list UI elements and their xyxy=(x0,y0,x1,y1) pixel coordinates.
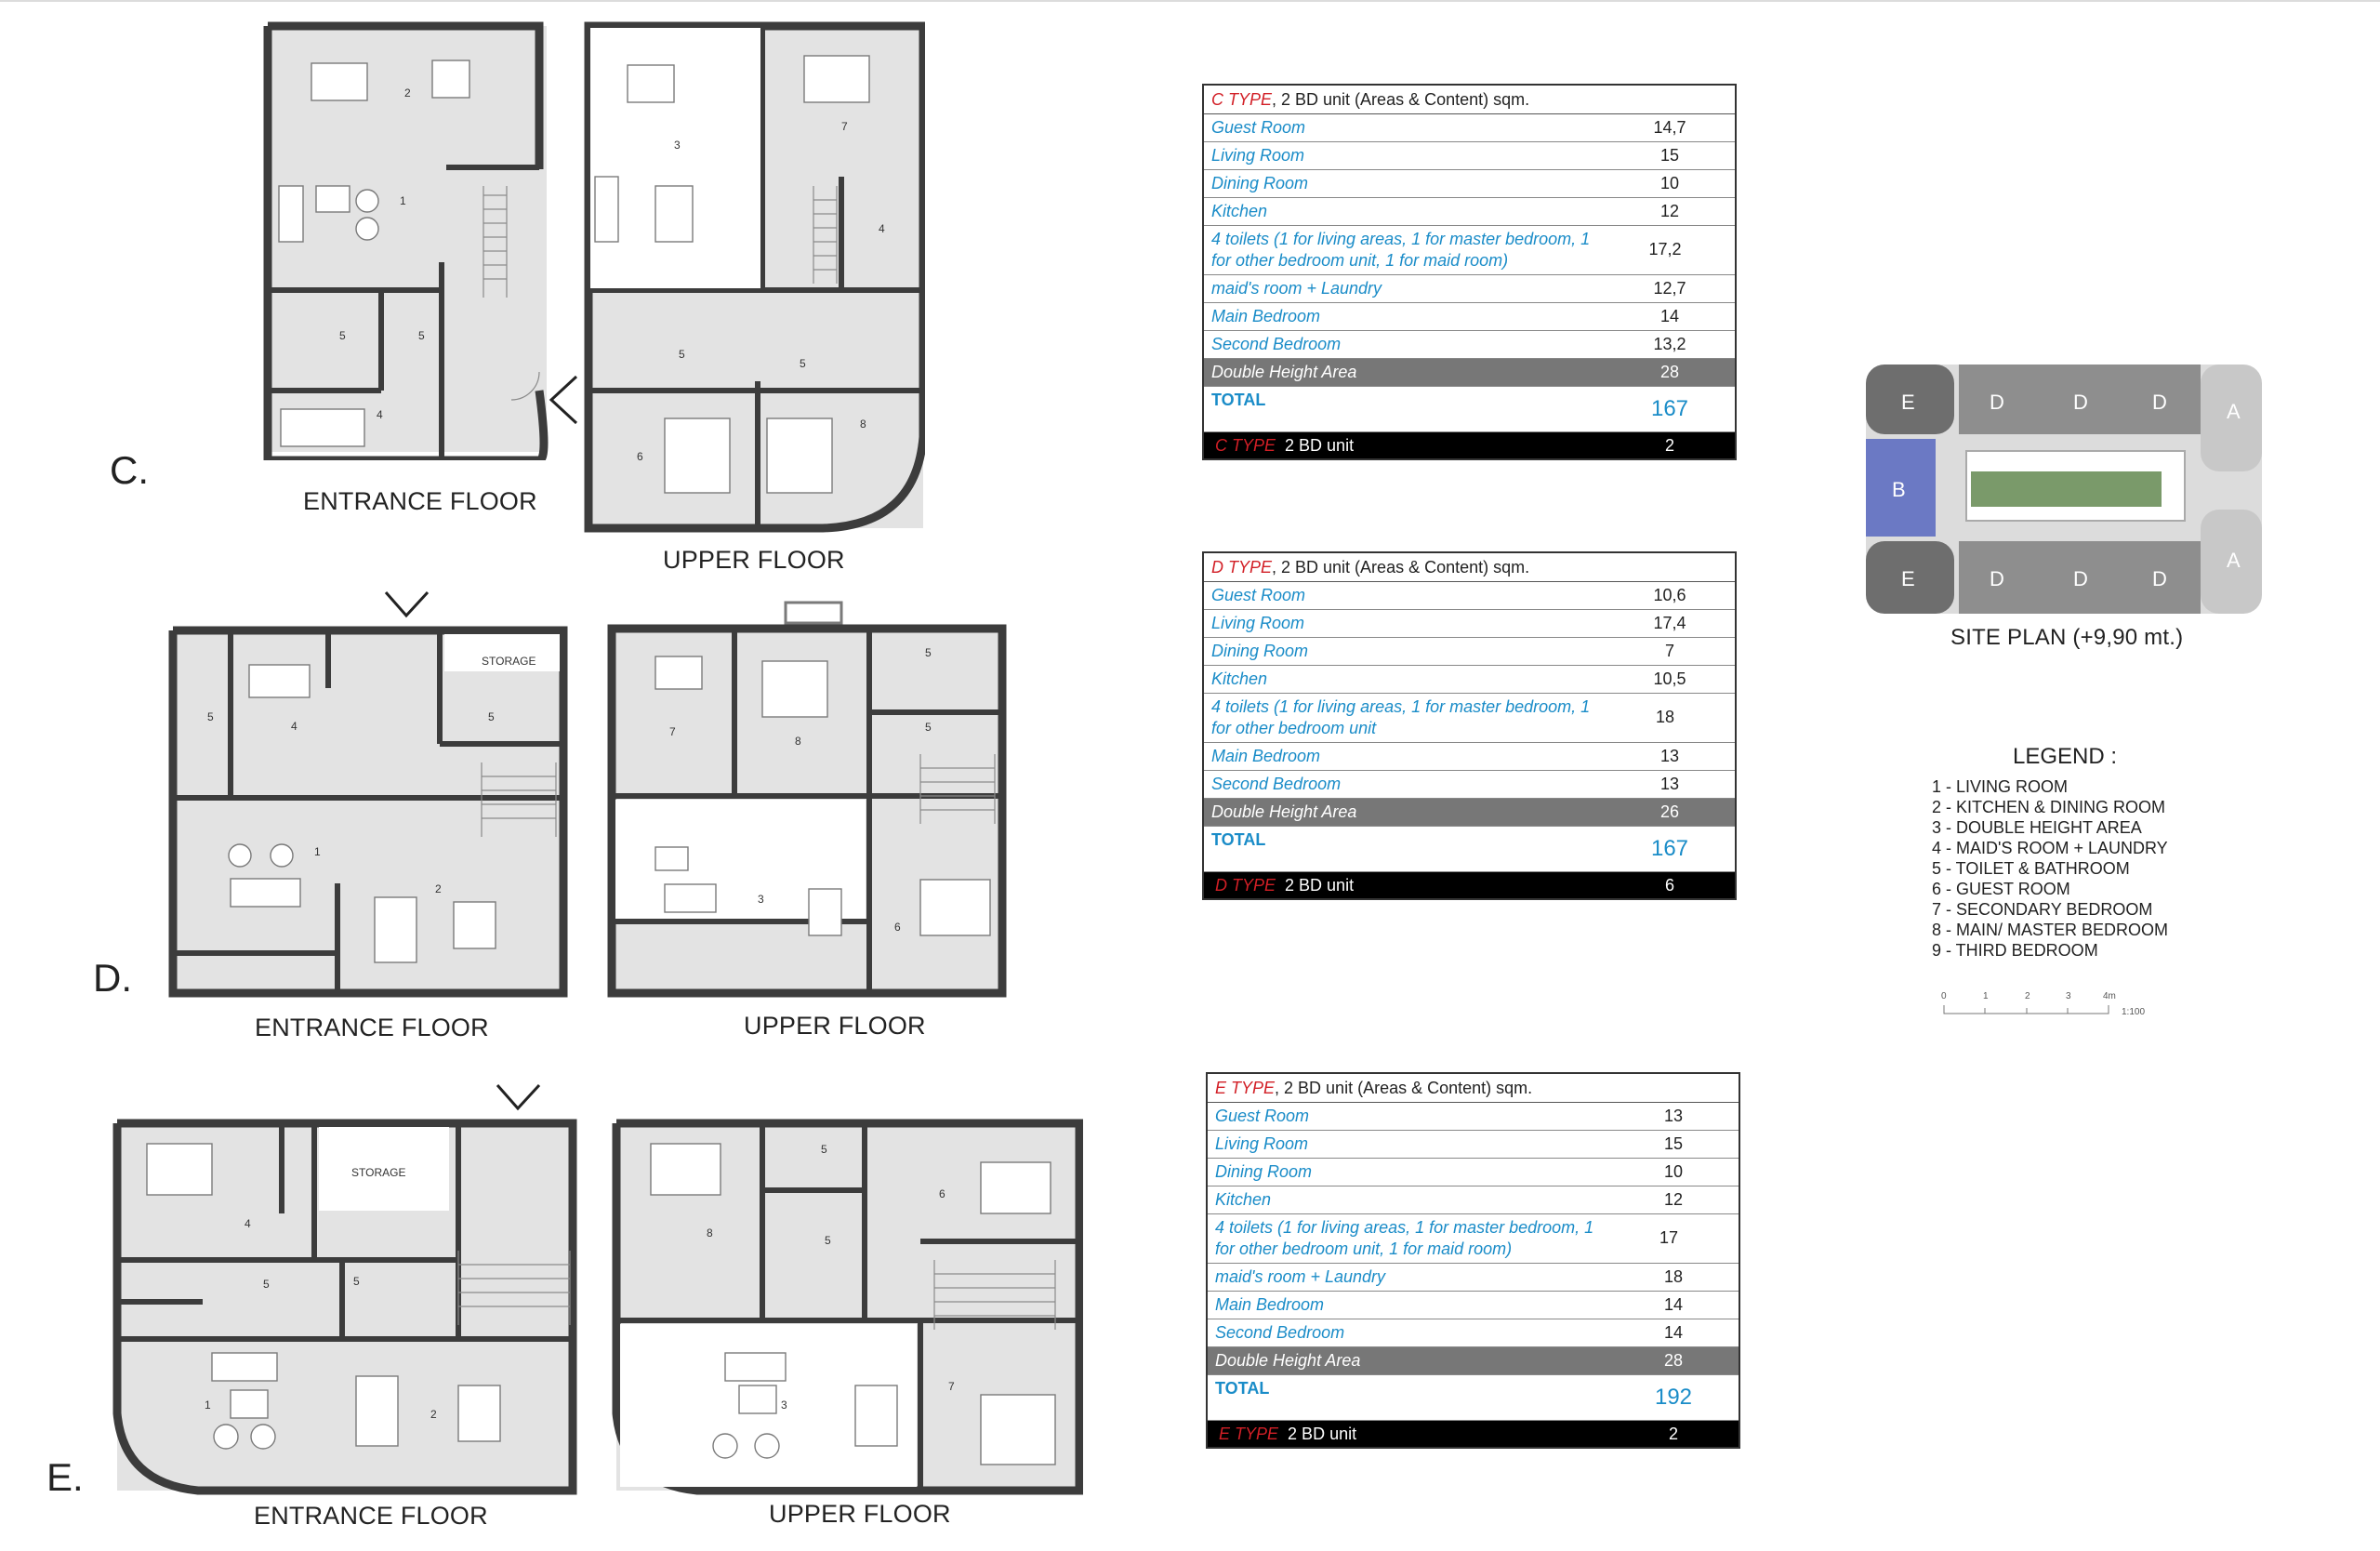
c-entrance-room-5a: 5 xyxy=(339,329,346,342)
scale-bar xyxy=(1941,1002,2113,1016)
e-entrance-room-5b: 5 xyxy=(353,1275,360,1288)
row-label: Second Bedroom xyxy=(1215,1323,1345,1342)
row-label: 4 toilets (1 for living areas, 1 for master bedroom, 1 for other bedroom unit, 1 for maid room) xyxy=(1215,1218,1594,1258)
total-value: 167 xyxy=(1650,836,1689,861)
table-row xyxy=(1204,114,1735,142)
table-row-double-height xyxy=(1204,359,1735,387)
row-value: 12 xyxy=(1659,202,1680,220)
row-value: 14 xyxy=(1659,307,1680,325)
site-unit-left: B xyxy=(1892,478,1906,501)
d-entrance-room-4: 4 xyxy=(291,720,298,733)
top-rule xyxy=(0,0,2380,2)
e-upper-plan xyxy=(609,1116,1083,1497)
legend-item: 5 - TOILET & BATHROOM xyxy=(1932,859,2130,878)
table-row xyxy=(1204,275,1735,303)
scale-tick-2: 2 xyxy=(2025,991,2030,1001)
d-type-area-table xyxy=(1202,551,1737,900)
c-entrance-plan xyxy=(260,19,576,460)
footer-value: 2 xyxy=(1664,436,1674,455)
d-table-header xyxy=(1204,553,1735,582)
e-type-area-table xyxy=(1206,1072,1740,1449)
e-table-header-text: , 2 BD unit (Areas & Content) sqm. xyxy=(1275,1079,1533,1097)
row-value: 13 xyxy=(1659,747,1680,765)
row-label: Guest Room xyxy=(1215,1107,1310,1125)
legend-title: LEGEND : xyxy=(2013,744,2118,769)
d-entrance-room-1: 1 xyxy=(314,845,321,858)
table-row xyxy=(1204,694,1735,743)
row-label: maid's room + Laundry xyxy=(1215,1267,1386,1286)
legend-item: 1 - LIVING ROOM xyxy=(1932,777,2069,796)
e-upper-room-7: 7 xyxy=(948,1380,955,1393)
c-table-header-text: , 2 BD unit (Areas & Content) sqm. xyxy=(1272,90,1530,109)
c-table-header xyxy=(1204,86,1735,114)
row-label: Second Bedroom xyxy=(1211,775,1342,793)
row-value: 26 xyxy=(1659,802,1680,821)
table-row xyxy=(1208,1264,1739,1292)
table-row xyxy=(1204,743,1735,771)
row-value: 10 xyxy=(1663,1162,1684,1181)
row-label: Double Height Area xyxy=(1211,363,1357,381)
legend-item: 2 - KITCHEN & DINING ROOM xyxy=(1932,798,2166,816)
site-plan xyxy=(1864,363,2264,618)
d-upper-room-3: 3 xyxy=(758,893,764,906)
row-label: Main Bedroom xyxy=(1215,1295,1325,1314)
footer-type: C TYPE xyxy=(1215,436,1276,455)
site-unit-bottom-5: A xyxy=(2227,549,2241,572)
row-value: 28 xyxy=(1659,363,1680,381)
row-value: 14 xyxy=(1663,1323,1684,1342)
site-unit-top-5: A xyxy=(2227,400,2241,423)
table-row xyxy=(1208,1214,1739,1264)
d-entrance-plan xyxy=(165,623,570,1000)
site-unit-top-3: D xyxy=(2073,391,2088,414)
total-label: TOTAL xyxy=(1215,1379,1270,1398)
table-total-row xyxy=(1204,387,1735,432)
row-value: 17,4 xyxy=(1653,614,1686,632)
table-row xyxy=(1204,142,1735,170)
row-label: 4 toilets (1 for living areas, 1 for master bedroom, 1 for other bedroom unit xyxy=(1211,697,1591,737)
scale-tick-1: 1 xyxy=(1983,991,1989,1001)
footer-text: 2 BD unit xyxy=(1285,436,1355,455)
e-type-letter: E. xyxy=(46,1455,84,1499)
row-label: Guest Room xyxy=(1211,586,1306,604)
row-value: 14,7 xyxy=(1653,118,1686,137)
c-entrance-caption: ENTRANCE FLOOR xyxy=(303,487,537,515)
total-label: TOTAL xyxy=(1211,830,1266,849)
site-unit-top-1: E xyxy=(1901,391,1915,414)
e-entrance-room-4: 4 xyxy=(245,1217,251,1230)
row-label: maid's room + Laundry xyxy=(1211,279,1382,298)
e-upper-room-6: 6 xyxy=(939,1187,945,1200)
legend-item: 6 - GUEST ROOM xyxy=(1932,880,2070,898)
footer-label xyxy=(1208,1421,1608,1447)
e-entrance-room-5a: 5 xyxy=(263,1278,270,1291)
row-label: Dining Room xyxy=(1211,642,1309,660)
row-value: 28 xyxy=(1663,1351,1684,1370)
e-entry-arrow-icon xyxy=(493,1080,544,1118)
site-unit-bottom-2: D xyxy=(1990,567,2004,590)
table-total-row xyxy=(1208,1375,1739,1421)
site-unit-bottom-1: E xyxy=(1901,567,1915,590)
table-row xyxy=(1204,610,1735,638)
row-value: 13,2 xyxy=(1653,335,1686,353)
row-value: 12,7 xyxy=(1653,279,1686,298)
e-upper-room-8: 8 xyxy=(707,1226,713,1239)
table-row xyxy=(1204,771,1735,799)
site-unit-top-2: D xyxy=(1990,391,2004,414)
table-row-double-height xyxy=(1204,799,1735,827)
c-entrance-room-4: 4 xyxy=(377,408,383,421)
e-table-header xyxy=(1208,1074,1739,1103)
row-label: Kitchen xyxy=(1215,1190,1272,1209)
total-value: 167 xyxy=(1650,396,1689,421)
d-table-header-text: , 2 BD unit (Areas & Content) sqm. xyxy=(1272,558,1530,577)
d-upper-room-5b: 5 xyxy=(925,721,932,734)
scale-ratio: 1:100 xyxy=(2122,1007,2146,1017)
footer-text: 2 BD unit xyxy=(1285,876,1355,895)
d-entrance-storage: STORAGE xyxy=(482,655,536,668)
table-row xyxy=(1204,638,1735,666)
e-upper-room-5b: 5 xyxy=(825,1234,831,1247)
site-plan-caption: SITE PLAN (+9,90 mt.) xyxy=(1950,625,2184,650)
legend-item: 7 - SECONDARY BEDROOM xyxy=(1932,900,2153,919)
row-label: Dining Room xyxy=(1211,174,1309,192)
e-entrance-storage: STORAGE xyxy=(351,1166,406,1179)
row-label: Kitchen xyxy=(1211,202,1268,220)
d-upper-plan xyxy=(604,601,1009,1001)
row-value: 10 xyxy=(1659,174,1680,192)
row-value: 12 xyxy=(1663,1190,1684,1209)
c-table-type: C TYPE xyxy=(1211,90,1273,109)
footer-label xyxy=(1204,432,1605,458)
scale-tick-0: 0 xyxy=(1941,991,1947,1001)
total-label: TOTAL xyxy=(1211,391,1266,409)
e-upper-caption: UPPER FLOOR xyxy=(769,1500,951,1528)
c-upper-room-5a: 5 xyxy=(679,348,685,361)
c-upper-room-3: 3 xyxy=(674,139,681,152)
table-row xyxy=(1208,1319,1739,1347)
footer-type: D TYPE xyxy=(1215,876,1276,895)
c-upper-room-6: 6 xyxy=(637,450,643,463)
d-upper-room-6: 6 xyxy=(894,921,901,934)
row-value: 18 xyxy=(1663,1267,1684,1286)
c-upper-room-4: 4 xyxy=(879,222,885,235)
e-upper-room-3: 3 xyxy=(781,1399,787,1412)
table-footer xyxy=(1204,872,1735,898)
row-label: Second Bedroom xyxy=(1211,335,1342,353)
row-value: 10,6 xyxy=(1653,586,1686,604)
table-row xyxy=(1204,198,1735,226)
c-entry-arrow-icon xyxy=(544,372,581,428)
row-value: 17 xyxy=(1659,1228,1679,1247)
footer-type: E TYPE xyxy=(1219,1425,1279,1443)
c-upper-room-8: 8 xyxy=(860,418,866,431)
d-upper-room-7: 7 xyxy=(669,725,676,738)
e-entrance-plan xyxy=(110,1116,579,1497)
row-label: Dining Room xyxy=(1215,1162,1313,1181)
scale-tick-3: 3 xyxy=(2066,991,2071,1001)
legend-item: 3 - DOUBLE HEIGHT AREA xyxy=(1932,818,2142,837)
c-upper-room-5b: 5 xyxy=(800,357,806,370)
c-type-letter: C. xyxy=(110,448,149,492)
d-entrance-room-5b: 5 xyxy=(488,710,495,723)
d-upper-room-5a: 5 xyxy=(925,646,932,659)
site-unit-top-4: D xyxy=(2152,391,2167,414)
e-upper-room-5a: 5 xyxy=(821,1143,827,1156)
legend-item: 9 - THIRD BEDROOM xyxy=(1932,941,2098,960)
c-type-area-table xyxy=(1202,84,1737,460)
d-entry-arrow-icon xyxy=(381,588,432,625)
site-unit-bottom-3: D xyxy=(2073,567,2088,590)
table-footer xyxy=(1208,1421,1739,1447)
footer-value: 6 xyxy=(1664,876,1674,895)
row-value: 17,2 xyxy=(1648,240,1682,258)
row-label: Main Bedroom xyxy=(1211,747,1321,765)
table-row xyxy=(1208,1131,1739,1159)
table-row xyxy=(1208,1292,1739,1319)
d-table-type: D TYPE xyxy=(1211,558,1273,577)
legend-item: 4 - MAID'S ROOM + LAUNDRY xyxy=(1932,839,2168,857)
table-row xyxy=(1204,331,1735,359)
d-upper-caption: UPPER FLOOR xyxy=(744,1012,926,1040)
table-row xyxy=(1208,1103,1739,1131)
d-upper-room-8: 8 xyxy=(795,735,801,748)
table-row xyxy=(1204,303,1735,331)
e-entrance-room-1: 1 xyxy=(205,1399,211,1412)
row-label: Main Bedroom xyxy=(1211,307,1321,325)
row-value: 7 xyxy=(1664,642,1674,660)
c-entrance-room-5b: 5 xyxy=(418,329,425,342)
table-total-row xyxy=(1204,827,1735,872)
row-value: 18 xyxy=(1655,708,1675,726)
d-entrance-room-2: 2 xyxy=(435,882,442,895)
footer-value: 2 xyxy=(1668,1425,1678,1443)
table-footer xyxy=(1204,432,1735,458)
d-entrance-caption: ENTRANCE FLOOR xyxy=(255,1014,489,1041)
row-label: Double Height Area xyxy=(1211,802,1357,821)
row-value: 13 xyxy=(1659,775,1680,793)
scale-tick-4: 4m xyxy=(2103,991,2116,1001)
c-upper-plan xyxy=(581,19,925,535)
total-value: 192 xyxy=(1654,1385,1693,1410)
row-label: 4 toilets (1 for living areas, 1 for master bedroom, 1 for other bedroom unit, 1 for maid room) xyxy=(1211,230,1591,270)
table-row xyxy=(1208,1159,1739,1186)
row-value: 10,5 xyxy=(1653,669,1686,688)
table-row xyxy=(1204,226,1735,275)
footer-text: 2 BD unit xyxy=(1288,1425,1357,1443)
row-label: Living Room xyxy=(1211,146,1305,165)
d-entrance-room-5a: 5 xyxy=(207,710,214,723)
c-upper-room-7: 7 xyxy=(841,120,848,133)
site-unit-bottom-4: D xyxy=(2152,567,2167,590)
row-value: 15 xyxy=(1659,146,1680,165)
row-label: Kitchen xyxy=(1211,669,1268,688)
footer-label xyxy=(1204,872,1605,898)
row-value: 13 xyxy=(1663,1107,1684,1125)
table-row xyxy=(1204,170,1735,198)
c-entrance-room-2: 2 xyxy=(404,86,411,99)
table-row xyxy=(1204,666,1735,694)
table-row xyxy=(1208,1186,1739,1214)
row-label: Living Room xyxy=(1211,614,1305,632)
e-entrance-room-2: 2 xyxy=(430,1408,437,1421)
table-row xyxy=(1204,582,1735,610)
legend-item: 8 - MAIN/ MASTER BEDROOM xyxy=(1932,921,2169,939)
row-label: Double Height Area xyxy=(1215,1351,1361,1370)
table-row-double-height xyxy=(1208,1347,1739,1375)
row-value: 14 xyxy=(1663,1295,1684,1314)
row-value: 15 xyxy=(1663,1134,1684,1153)
d-type-letter: D. xyxy=(93,956,132,1000)
e-table-type: E TYPE xyxy=(1215,1079,1276,1097)
row-label: Living Room xyxy=(1215,1134,1309,1153)
c-entrance-room-1: 1 xyxy=(400,194,406,207)
e-entrance-caption: ENTRANCE FLOOR xyxy=(254,1502,488,1530)
row-label: Guest Room xyxy=(1211,118,1306,137)
c-upper-caption: UPPER FLOOR xyxy=(663,546,845,574)
